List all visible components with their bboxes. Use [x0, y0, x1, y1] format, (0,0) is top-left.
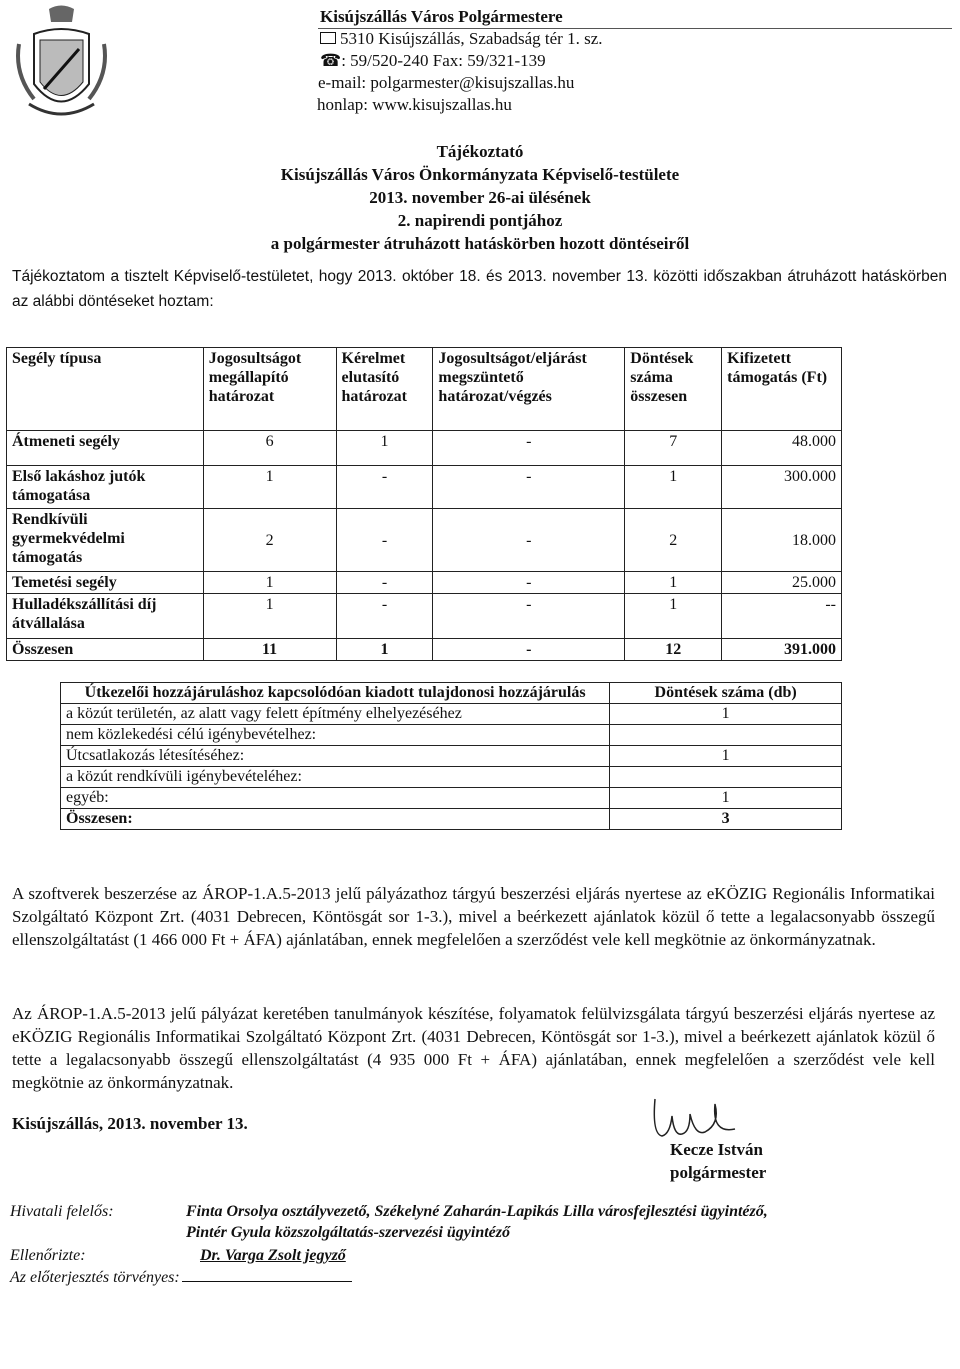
cell: - — [336, 509, 433, 572]
table-row — [7, 466, 842, 509]
table-row — [61, 704, 842, 725]
paragraph-software: A szoftverek beszerzése az ÁROP-1.A.5-2013 jelű pályázathoz tárgyú beszerzési eljárás nyertese az eKÖZIG Regionális Informatikai Szolgáltató Központ Zrt. (4031 Debrecen, Köntösgát sor 1-3.), mivel a beérkezett ajánlatok közül ő tette a legalacsonyabb összegű ellenszolgáltatást (1 466 000 Ft + ÁFA) ajánlatában, ennek megfelelően a szerződést vele kell megkötnie az önkormányzatnak. — [12, 884, 935, 949]
cell: 1 — [625, 594, 722, 639]
title-line-1: Tájékoztató — [436, 142, 524, 161]
title-line-2: Kisújszállás Város Önkormányzata Képviselő-testülete — [280, 165, 680, 184]
header-cell: Segély típusa — [7, 348, 204, 431]
table-row — [7, 509, 842, 572]
responsible-label: Hivatali felelős: — [10, 1203, 114, 1220]
table-header-row — [7, 348, 842, 431]
letterhead — [317, 6, 603, 116]
road-permits-table — [60, 682, 842, 830]
row-label: Rendkívüli gyermekvédelmi támogatás — [7, 509, 204, 572]
table-total-row — [61, 809, 842, 830]
cell: 6 — [203, 431, 336, 466]
city-crest-logo — [14, 4, 109, 129]
row-label: egyéb: — [61, 788, 610, 809]
cell: - — [433, 431, 625, 466]
header-cell: Döntések száma összesen — [625, 348, 722, 431]
row-label: Hulladékszállítási díj átvállalása — [7, 594, 204, 639]
cell: 48.000 — [722, 431, 842, 466]
letterhead-phone: ☎: 59/520-240 Fax: 59/321-139 — [320, 51, 546, 70]
checked-by: Dr. Varga Zsolt jegyző — [200, 1247, 346, 1264]
letterhead-website[interactable]: honlap: www.kisujszallas.hu — [317, 95, 512, 114]
cell: - — [433, 466, 625, 509]
benefits-table — [6, 347, 842, 661]
responsible-line-2: Pintér Gyula közszolgáltatás-szervezési ügyintéző — [186, 1224, 511, 1241]
intro-text: Tájékoztatom a tisztelt Képviselő-testületet, hogy 2013. október 18. és 2013. november 13. közötti időszakban átruházott hatáskörben az alábbi döntéseket hoztam: — [12, 268, 947, 310]
row-label: Első lakáshoz jutók támogatása — [7, 466, 204, 509]
table-total-row — [7, 639, 842, 661]
mail-icon — [320, 32, 336, 44]
cell: - — [336, 594, 433, 639]
cell: 1 — [336, 639, 433, 661]
header-cell: Döntések száma (db) — [610, 683, 842, 704]
title-line-5: a polgármester átruházott hatáskörben hozott döntéseiről — [270, 234, 690, 253]
cell: 1 — [203, 466, 336, 509]
cell: 1 — [610, 746, 842, 767]
row-label: nem közlekedési célú igénybevételhez: — [61, 725, 610, 746]
cell: 3 — [610, 809, 842, 830]
header-cell: Kérelmet elutasító határozat — [336, 348, 433, 431]
signer-block — [670, 1138, 766, 1184]
paragraph-studies: Az ÁROP-1.A.5-2013 jelű pályázat keretében tanulmányok készítése, folyamatok felülvizsgálata tárgyú beszerzési eljárás nyertese az eKÖZIG Regionális Informatikai Szolgáltató Központ Zrt. (4031 Debrecen, Köntösgát sor 1-3.), mivel a beérkezett ajánlatok közül ő tette a legalacsonyabb összegű ellenszolgáltatást (4 935 000 Ft + ÁFA) ajánlatában, ennek megfelelően a szerződést vele kell megkötnie az önkormányzatnak. — [12, 1004, 935, 1092]
cell: 1 — [625, 466, 722, 509]
cell: 11 — [203, 639, 336, 661]
header-cell: Jogosultságot megállapító határozat — [203, 348, 336, 431]
title-line-3: 2013. november 26-ai ülésének — [369, 188, 591, 207]
row-label: Átmeneti segély — [7, 431, 204, 466]
row-label: Temetési segély — [7, 572, 204, 594]
law-label: Az előterjesztés törvényes: — [10, 1267, 352, 1288]
table-row — [61, 725, 842, 746]
cell: 1 — [610, 788, 842, 809]
table-row — [7, 431, 842, 466]
cell: 2 — [625, 509, 722, 572]
responsible-line-1: Finta Orsolya osztályvezető, Székelyné Zaharán-Lapikás Lilla városfejlesztési ügyintéző, — [186, 1203, 768, 1220]
cell: 2 — [203, 509, 336, 572]
letterhead-divider — [318, 28, 952, 29]
table-row — [7, 594, 842, 639]
header-cell: Kifizetett támogatás (Ft) — [722, 348, 842, 431]
letterhead-email[interactable]: e-mail: polgarmester@kisujszallas.hu — [318, 73, 575, 92]
cell: 1 — [203, 572, 336, 594]
letterhead-org: Kisújszállás Város Polgármestere — [320, 7, 563, 26]
cell: 18.000 — [722, 509, 842, 572]
table-row — [61, 788, 842, 809]
signer-role: polgármester — [670, 1163, 767, 1182]
signer-name: Kecze István — [670, 1140, 764, 1159]
row-label: a közút területén, az alatt vagy felett építmény elhelyezéséhez — [61, 704, 610, 725]
cell: 391.000 — [722, 639, 842, 661]
table-header-row — [61, 683, 842, 704]
table-row — [61, 746, 842, 767]
cell: - — [336, 466, 433, 509]
cell: -- — [722, 594, 842, 639]
letterhead-address: 5310 Kisújszállás, Szabadság tér 1. sz. — [320, 28, 603, 50]
document-title — [0, 140, 960, 255]
cell: 12 — [625, 639, 722, 661]
place-date: Kisújszállás, 2013. november 13. — [12, 1114, 248, 1133]
table-row — [61, 767, 842, 788]
cell: 25.000 — [722, 572, 842, 594]
cell: 300.000 — [722, 466, 842, 509]
cell: 1 — [625, 572, 722, 594]
checked-label: Ellenőrizte: — [10, 1247, 86, 1264]
cell: - — [433, 572, 625, 594]
row-label: a közút rendkívüli igénybevételéhez: — [61, 767, 610, 788]
cell — [610, 767, 842, 788]
cell: - — [433, 639, 625, 661]
header-cell: Útkezelői hozzájáruláshoz kapcsolódóan kiadott tulajdonosi hozzájárulás — [61, 683, 610, 704]
cell: - — [336, 572, 433, 594]
row-label: Összesen — [7, 639, 204, 661]
cell: 1 — [610, 704, 842, 725]
cell: - — [433, 594, 625, 639]
cell: - — [433, 509, 625, 572]
responsible-persons — [186, 1201, 886, 1243]
phone-icon: ☎ — [320, 51, 342, 70]
cell: 7 — [625, 431, 722, 466]
cell: 1 — [336, 431, 433, 466]
row-label: Összesen: — [61, 809, 610, 830]
title-line-4: 2. napirendi pontjához — [397, 211, 563, 230]
cell — [610, 725, 842, 746]
table-row — [7, 572, 842, 594]
cell: 1 — [203, 594, 336, 639]
row-label: Útcsatlakozás létesítéséhez: — [61, 746, 610, 767]
header-cell: Jogosultságot/eljárást megszüntető határozat/végzés — [433, 348, 625, 431]
